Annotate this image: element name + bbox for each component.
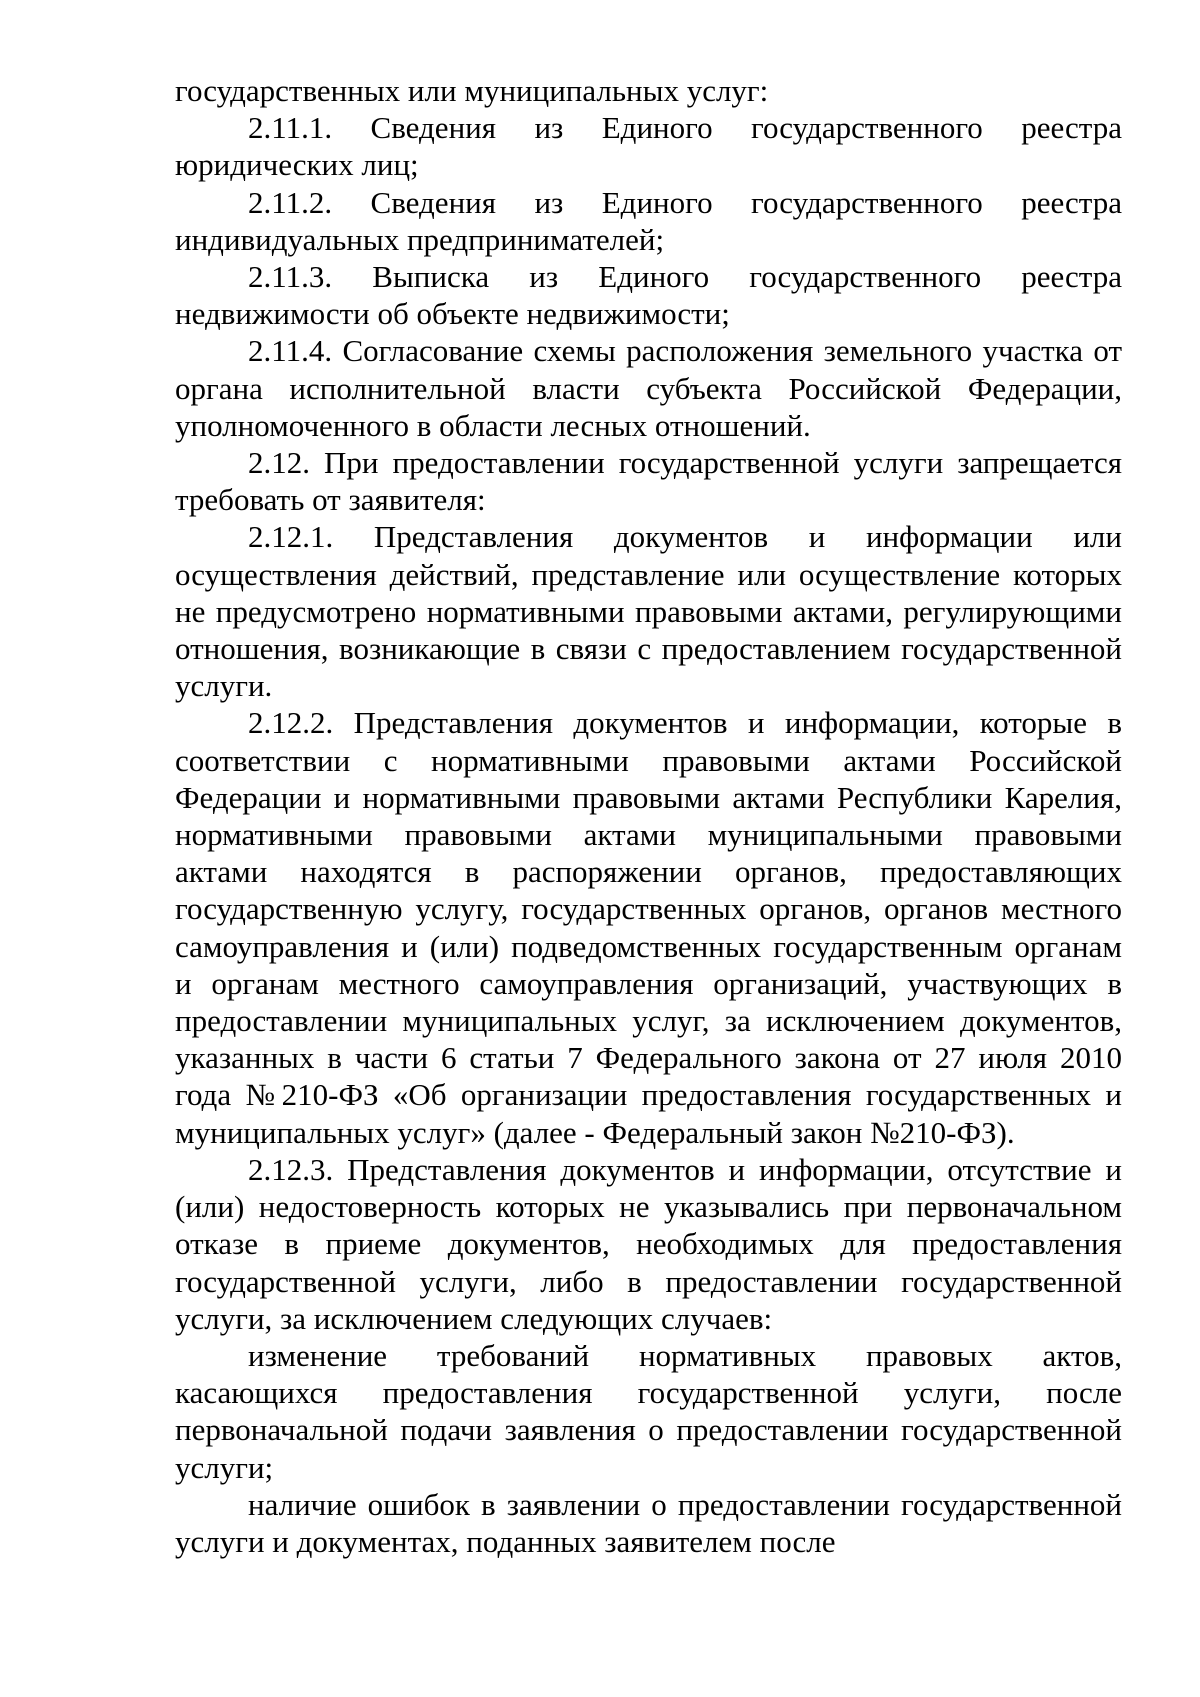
paragraph-2-11-1: 2.11.1. Сведения из Единого государственного реестра юридических лиц; (175, 110, 1122, 183)
paragraph-exception-errors: наличие ошибок в заявлении о предоставлении государственной услуги и документах, поданных заявителем после (175, 1486, 1122, 1559)
paragraph-2-12-3: 2.12.3. Представления документов и информации, отсутствие и (или) недостоверность которых не указывались при первоначальном отказе в приеме документов, необходимых для предоставления государственной услуги, либо в предоставлении государственной услуги, за исключением следующих случаев: (175, 1151, 1122, 1336)
paragraph-exception-requirements-change: изменение требований нормативных правовых актов, касающихся предоставления государственной услуги, после первоначальной подачи заявления о предоставлении государственной услуги; (175, 1337, 1122, 1485)
paragraph-2-11-3: 2.11.3. Выписка из Единого государственного реестра недвижимости об объекте недвижимости; (175, 259, 1122, 332)
paragraph-2-12-2: 2.12.2. Представления документов и информации, которые в соответствии с нормативными правовыми актами Российской Федерации и нормативными правовыми актами Республики Карелия, нормативными правовыми актами муниципальными правовыми актами находятся в распоряжении органов, предоставляющих государственную услугу, государственных органов, органов местного самоуправления и (или) подведомственных государственным органам и органам местного самоуправления организаций, участвующих в предоставлении муниципальных услуг, за исключением документов, указанных в части 6 статьи 7 Федерального закона от 27 июля 2010 года №210-ФЗ «Об организации предоставления государственных и муниципальных услуг» (далее - Федеральный закон №210-ФЗ). (175, 705, 1122, 1150)
paragraph-2-12-1: 2.12.1. Представления документов и информации или осуществления действий, представление или осуществление которых не предусмотрено нормативными правовыми актами, регулирующими отношения, возникающие в связи с предоставлением государственной услуги. (175, 519, 1122, 704)
paragraph-2-12: 2.12. При предоставлении государственной услуги запрещается требовать от заявителя: (175, 445, 1122, 518)
paragraph-services-intro: государственных или муниципальных услуг: (175, 73, 769, 108)
paragraph-2-11-2: 2.11.2. Сведения из Единого государственного реестра индивидуальных предпринимателей; (175, 184, 1122, 257)
paragraph-2-11-4: 2.11.4. Согласование схемы расположения земельного участка от органа исполнительной власти субъекта Российской Федерации, уполномоченного в области лесных отношений. (175, 333, 1122, 443)
document-page (175, 72, 1122, 1560)
